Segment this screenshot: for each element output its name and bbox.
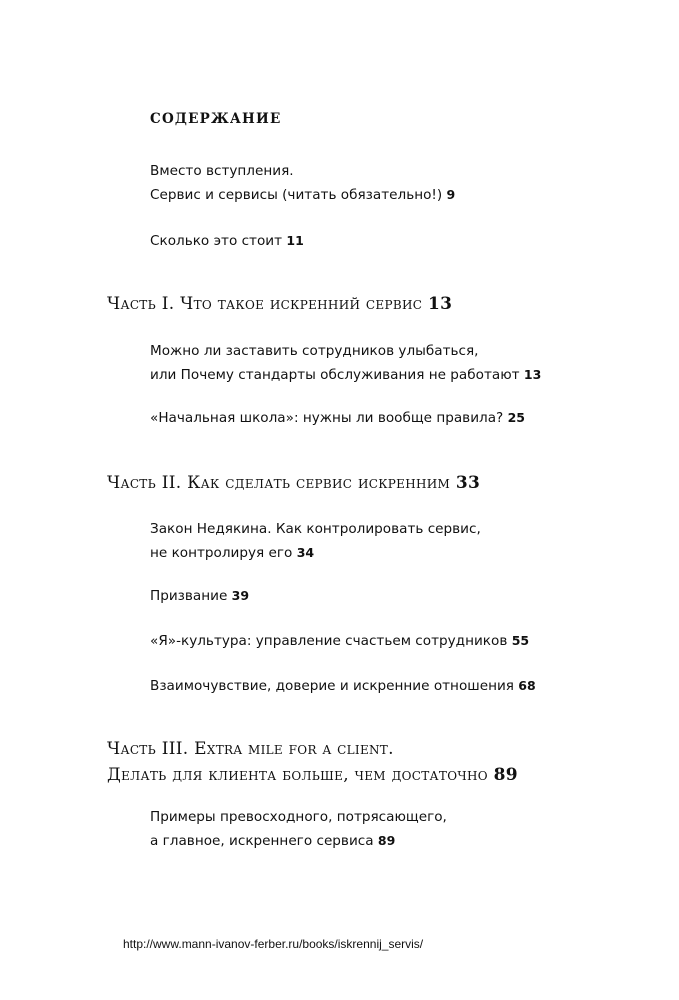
entry-text: «Начальная школа»: нужны ли вообще правила?	[150, 410, 504, 426]
entry-text: Сколько это стоит	[150, 233, 283, 249]
part-title-text: Часть II. Как сделать сервис искренним	[107, 473, 451, 493]
toc-entry-cost	[150, 229, 304, 253]
toc-entry	[150, 674, 536, 698]
toc-heading: СОДЕРЖАНИЕ	[150, 111, 282, 127]
entry-line	[150, 829, 447, 853]
page-number: 11	[286, 233, 304, 248]
part-2-title	[107, 470, 480, 496]
page-number: 89	[377, 833, 396, 848]
part-title-line	[107, 762, 518, 788]
part-3-title	[107, 736, 518, 788]
entry-text: Сервис и сервисы (читать обязательно!)	[150, 187, 443, 203]
toc-entry	[150, 629, 529, 653]
entry-text: а главное, искреннего сервиса	[150, 833, 374, 849]
part-title-text: Часть I. Что такое искренний сервис	[107, 294, 423, 314]
entry-text: или Почему стандарты обслуживания не работают	[150, 367, 520, 383]
page-number: 13	[523, 367, 542, 382]
page-number: 33	[455, 473, 481, 493]
entry-line	[150, 229, 304, 253]
entry-text: Взаимочувствие, доверие и искренние отношения	[150, 678, 514, 694]
toc-entry-intro	[150, 160, 455, 207]
entry-line	[150, 584, 249, 608]
toc-entry	[150, 406, 525, 430]
toc-entry	[150, 806, 447, 853]
footer-url[interactable]: http://www.mann-ivanov-ferber.ru/books/iskrennij_servis/	[123, 937, 424, 951]
page-number: 55	[511, 633, 530, 648]
page-number: 9	[446, 187, 456, 202]
page-number: 68	[518, 678, 536, 693]
page-number: 39	[231, 588, 250, 603]
page-number: 34	[296, 545, 315, 560]
page-number: 13	[427, 294, 453, 314]
part-title-text: Делать для клиента больше, чем достаточно	[107, 765, 488, 785]
entry-line: Закон Недякина. Как контролировать сервис,	[150, 521, 481, 537]
entry-line: Примеры превосходного, потрясающего,	[150, 809, 447, 825]
toc-entry	[150, 518, 481, 565]
entry-line: Можно ли заставить сотрудников улыбаться,	[150, 343, 479, 359]
toc-entry	[150, 340, 541, 387]
entry-line	[150, 629, 529, 653]
entry-line	[150, 541, 481, 565]
entry-text: «Я»-культура: управление счастьем сотрудников	[150, 633, 508, 649]
page-number: 89	[493, 765, 518, 785]
entry-line	[150, 183, 455, 207]
page-number: 25	[507, 410, 525, 425]
part-1-title	[107, 291, 452, 317]
entry-line	[150, 363, 541, 387]
part-title-line: Часть III. Extra mile for a client.	[107, 739, 394, 759]
entry-line	[150, 674, 536, 698]
entry-text: Призвание	[150, 588, 228, 604]
entry-line	[150, 406, 525, 430]
entry-line: Вместо вступления.	[150, 163, 294, 179]
entry-text: не контролируя его	[150, 545, 293, 561]
toc-entry	[150, 584, 249, 608]
